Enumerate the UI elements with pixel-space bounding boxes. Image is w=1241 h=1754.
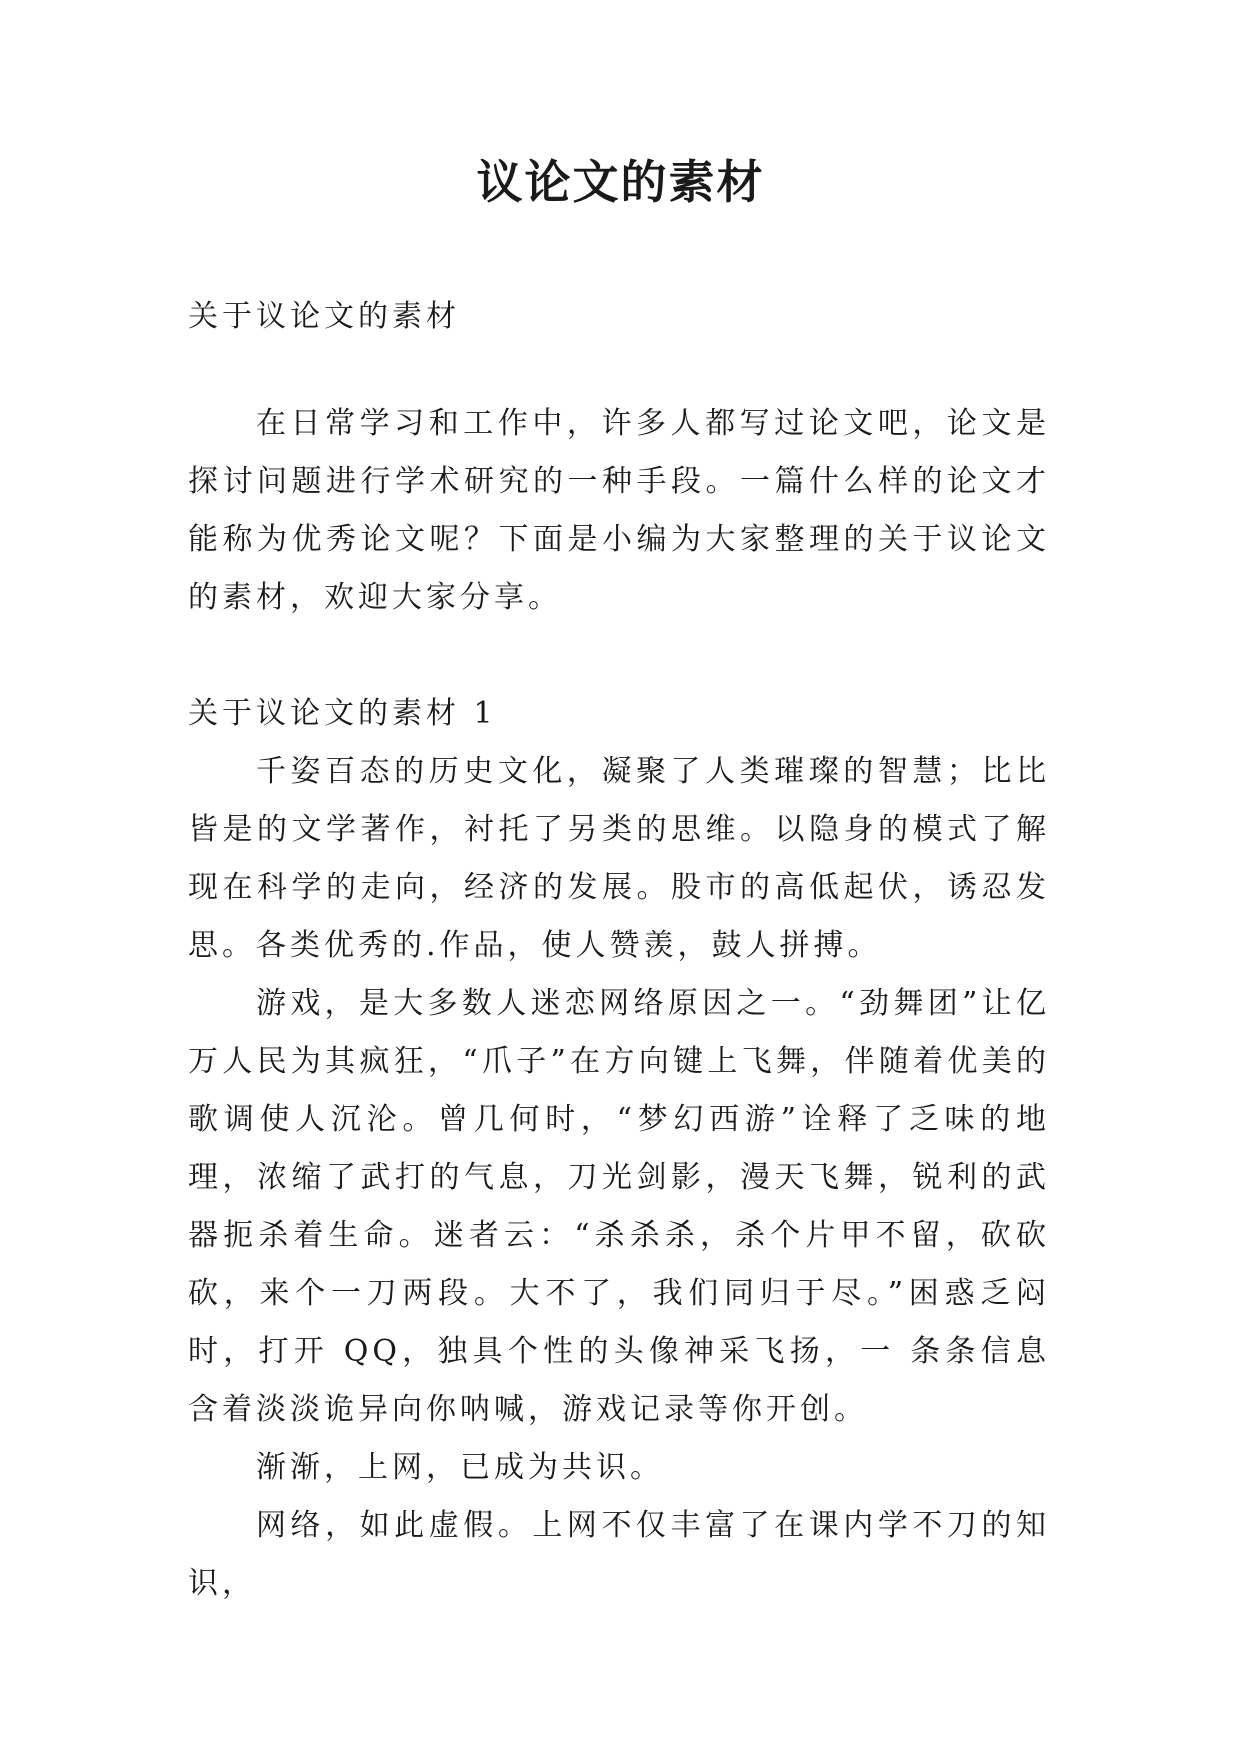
document-title: 议论文的素材 [476, 155, 765, 209]
intro-paragraph: 在日常学习和工作中，许多人都写过论文吧，论文是探讨问题进行学术研究的一种手段。一篇什么样的论文才能称为优秀论文呢？下面是小编为大家整理的关于议论文的素材，欢迎大家分享。 [188, 406, 1050, 615]
body-paragraph-1: 千姿百态的历史文化，凝聚了人类璀璨的智慧；比比皆是的文学著作，衬托了另类的思维。以隐身的模式了解现在科学的走向，经济的发展。股市的高低起伏，诱忍发思。各类优秀的.作品，使人赞羡，鼓人拼搏。 [188, 754, 1050, 963]
body-paragraph-4: 网络，如此虚假。上网不仅丰富了在课内学不刀的知识， [188, 1508, 1050, 1601]
document-body [188, 288, 1050, 1613]
spacer [188, 346, 1050, 395]
spacer [188, 627, 1050, 685]
document-subtitle: 关于议论文的素材 [188, 299, 460, 334]
section-heading: 关于议论文的素材 1 [188, 696, 497, 731]
body-paragraph-3: 渐渐，上网，已成为共识。 [256, 1450, 664, 1485]
body-paragraph-2: 游戏，是大多数人迷恋网络原因之一。“劲舞团”让亿万人民为其疯狂，“爪子”在方向键上飞舞，伴随着优美的歌调使人沉沦。曾几何时，“梦幻西游”诠释了乏味的地理，浓缩了武打的气息，刀光剑影，漫天飞舞，锐利的武器扼杀着生命。迷者云：“杀杀杀，杀个片甲不留，砍砍砍，来个一刀两段。大不了，我们同归于尽。”困惑乏闷时，打开 QQ，独具个性的头像神采飞扬，一 条条信息含着淡淡诡异向你呐喊，游戏记录等你开创。 [188, 986, 1050, 1427]
